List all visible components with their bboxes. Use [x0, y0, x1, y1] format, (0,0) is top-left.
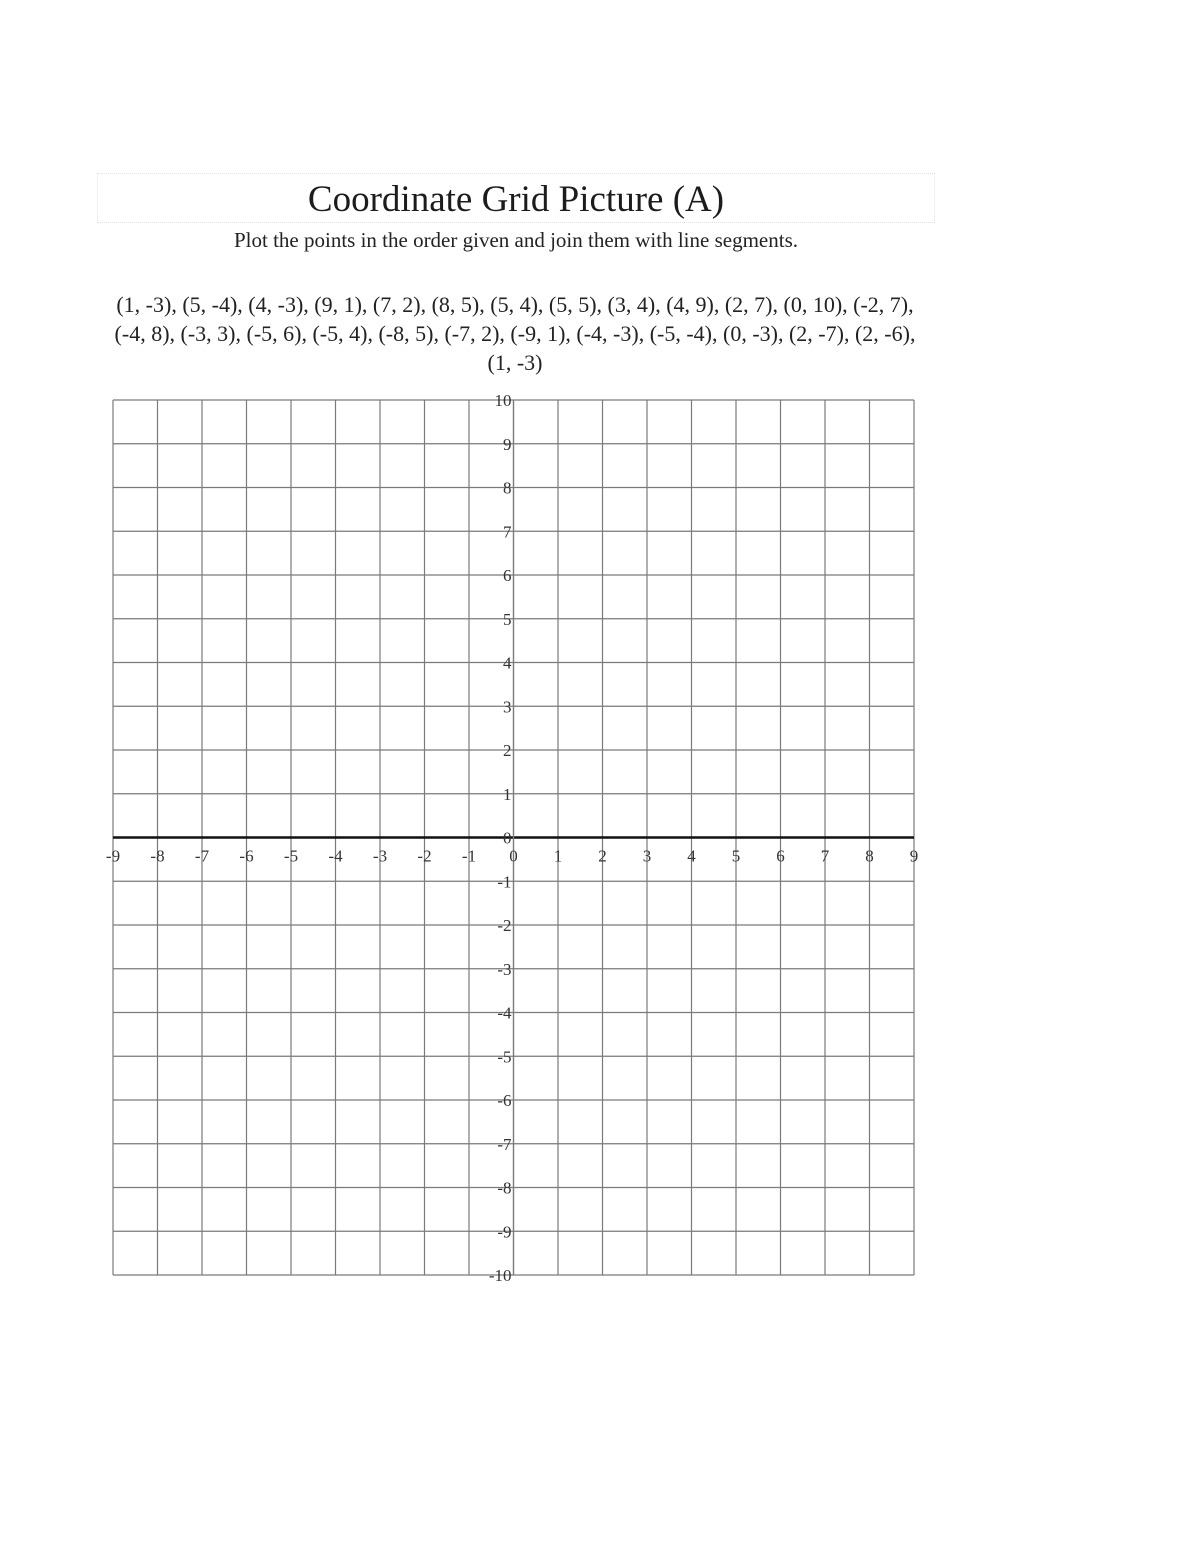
y-tick-label: 4: [503, 653, 512, 673]
y-tick-label: -5: [497, 1047, 512, 1067]
x-tick-label: -2: [417, 846, 432, 866]
x-tick-label: 9: [909, 846, 919, 866]
y-tick-label: -9: [497, 1222, 512, 1242]
x-tick-label: 3: [642, 846, 652, 866]
points-list: (1, -3), (5, -4), (4, -3), (9, 1), (7, 2), (8, 5), (5, 4), (5, 5), (3, 4), (4, 9), (2, 7), (0, 10), (-2, 7), (-4, 8), (-3, 3), (-5, 6), (-5, 4), (-8, 5), (-7, 2), (-9, 1), (-4, -3), (-5, -4), (0, -3), (2, -7), (2, -6), (1, -3): [114, 292, 916, 375]
y-tick-label: 1: [503, 784, 512, 804]
worksheet-title: Coordinate Grid Picture (A): [307, 179, 725, 220]
x-tick-label: 2: [598, 846, 607, 866]
x-tick-label: -7: [194, 846, 210, 866]
y-tick-label: 0: [503, 828, 512, 848]
worksheet-instructions: Plot the points in the order given and join them with line segments.: [233, 228, 798, 252]
y-tick-label: 6: [503, 566, 512, 585]
x-tick-label: 5: [731, 846, 741, 866]
x-tick-label: -1: [461, 846, 477, 866]
x-tick-label: -5: [283, 846, 299, 866]
y-tick-label: 8: [503, 478, 512, 498]
x-tick-label: 1: [553, 846, 563, 866]
x-tick-label: -8: [150, 846, 165, 866]
y-tick-label: -2: [497, 916, 512, 935]
x-tick-label: 7: [820, 846, 830, 866]
y-tick-label: -4: [497, 1003, 512, 1023]
y-tick-label: -10: [488, 1266, 512, 1285]
x-tick-label: -9: [105, 846, 121, 866]
y-tick-label: 5: [503, 609, 512, 629]
x-tick-label: -6: [239, 846, 254, 866]
y-tick-label: 10: [494, 391, 512, 410]
y-tick-label: -7: [497, 1134, 512, 1154]
x-tick-label: 0: [509, 846, 518, 866]
x-tick-label: -3: [372, 846, 388, 866]
x-tick-label: 4: [687, 846, 696, 866]
y-tick-label: 2: [503, 741, 512, 760]
x-tick-label: 6: [776, 846, 785, 866]
y-tick-label: 3: [503, 697, 512, 717]
y-tick-label: -6: [497, 1091, 512, 1110]
x-tick-label: 8: [865, 846, 874, 866]
y-tick-label: 9: [503, 434, 512, 454]
y-tick-label: 7: [503, 522, 512, 542]
y-tick-label: -1: [497, 872, 512, 892]
y-tick-label: -8: [497, 1178, 512, 1198]
x-tick-label: -4: [328, 846, 343, 866]
y-tick-label: -3: [497, 959, 512, 979]
